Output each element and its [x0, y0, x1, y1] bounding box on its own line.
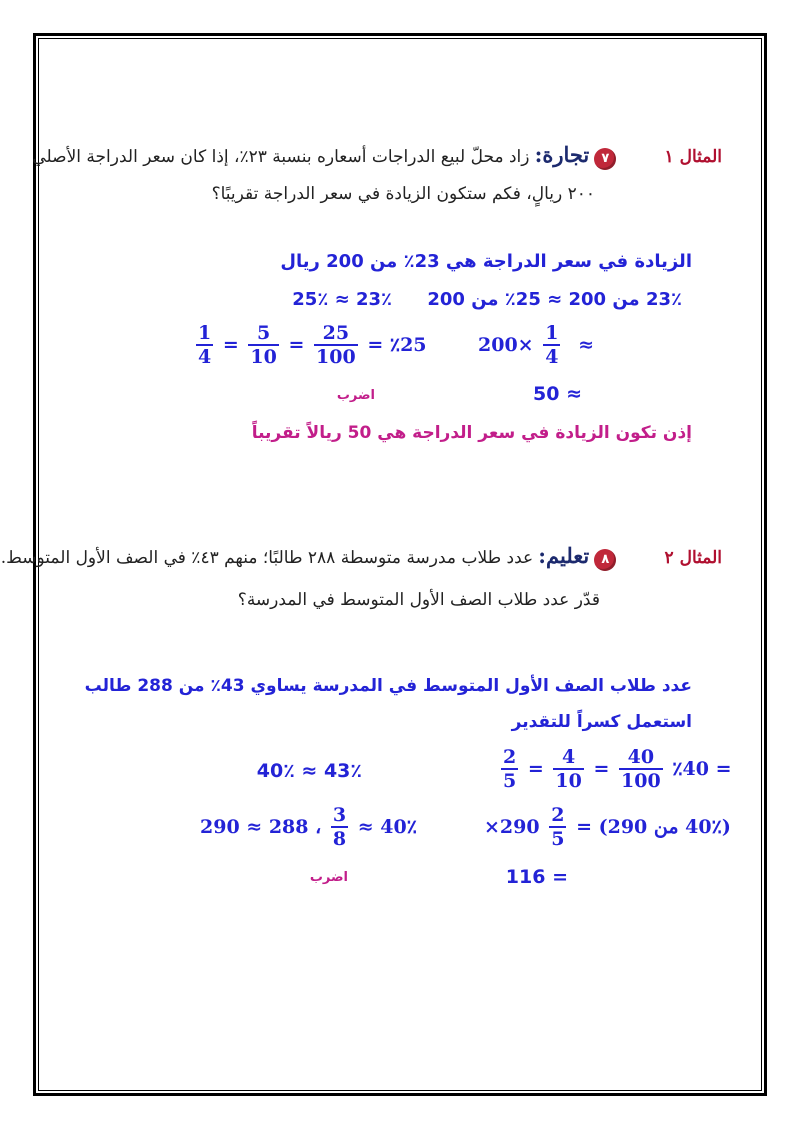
- percent-25: ٪25 =: [367, 334, 427, 356]
- fraction-2-5: $\frac{2}{5}$: [503, 746, 517, 792]
- example-2-solution-line: عدد طلاب الصف الأول المتوسط في المدرسة يساوي 43٪ من 288 طالب: [84, 676, 692, 696]
- example-1-result: ≈ 50: [533, 383, 582, 405]
- example-2-result: = 116: [505, 866, 568, 888]
- example-1-number-badge: ٧: [594, 148, 616, 170]
- example-2-multiplication: 290× $\frac{2}{5}$ (40٪ من 290) =: [484, 804, 731, 850]
- example-2-fraction-chain: $\frac{2}{5}$ = $\frac{4}{10}$ = $\frac{40}{100}$ = ٪40: [503, 746, 732, 792]
- fraction-4-10: $\frac{4}{10}$: [555, 746, 582, 792]
- example-1-fraction-chain: $\frac{1}{4}$ = $\frac{5}{10}$ = $\frac{25}{100}$ ٪25 =: [198, 322, 427, 368]
- example-2-left-second-estimate: ، 288 ≈ 290 $\frac{3}{8}$ 40٪ ≈: [200, 804, 417, 850]
- fraction-5-10: $\frac{5}{10}$: [250, 322, 277, 368]
- example-1-multiply-hint: اضرب: [336, 388, 375, 403]
- fraction-25-100: $\frac{25}{100}$: [316, 322, 356, 368]
- example-2-label: المثال ٢: [664, 548, 722, 568]
- fraction-40-100: $\frac{40}{100}$: [621, 746, 661, 792]
- example-1-label: المثال ١: [664, 147, 722, 167]
- fraction-1-4-mult: $\frac{1}{4}$: [545, 322, 559, 368]
- example-1-multiplication: ×200 $\frac{1}{4}$ ≈: [478, 322, 594, 368]
- example-2-question-line2: قدّر عدد طلاب الصف الأول المتوسط في المدرسة؟: [237, 590, 600, 610]
- example-1-left-estimate: 23٪ ≈ 25٪: [292, 289, 392, 310]
- example-1-question-line2: ٢٠٠ ريالٍ، فكم ستكون الزيادة في سعر الدراجة تقريبًا؟: [211, 184, 595, 204]
- example-1-conclusion: إذن تكون الزيادة في سعر الدراجة هي 50 ريالاً تقريباً: [251, 423, 692, 443]
- example-1-topic: تجارة:: [534, 142, 590, 167]
- example-1-header: [32, 142, 722, 170]
- example-2-topic: تعليم:: [538, 543, 590, 568]
- example-1-question-line1: زاد محلّ لبيع الدراجات أسعاره بنسبة ٢٣٪، إذا كان سعر الدراجة الأصلي: [32, 147, 530, 167]
- example-2-header: [1, 543, 722, 571]
- fraction-2-5-mult: $\frac{2}{5}$: [551, 804, 565, 850]
- fraction-3-8: $\frac{3}{8}$: [332, 804, 347, 850]
- example-2-left-estimate: 43٪ ≈ 40٪: [256, 760, 362, 782]
- example-2-question-line1: عدد طلاب مدرسة متوسطة ٢٨٨ طالبًا؛ منهم ٤٣٪ في الصف الأول المتوسط.: [0, 548, 534, 568]
- example-2-number-badge: ٨: [594, 549, 616, 571]
- example-1-right-estimate: 23٪ من 200 ≈ 25٪ من 200: [427, 289, 682, 310]
- example-1-solution-line: الزيادة في سعر الدراجة هي 23٪ من 200 ريال: [280, 251, 692, 272]
- fraction-1-4: $\frac{1}{4}$: [198, 322, 212, 368]
- percent-40: = ٪40: [672, 758, 732, 780]
- example-2-multiply-hint: اضرب: [309, 870, 348, 885]
- example-2-fraction-hint: استعمل كسراً للتقدير: [511, 712, 692, 732]
